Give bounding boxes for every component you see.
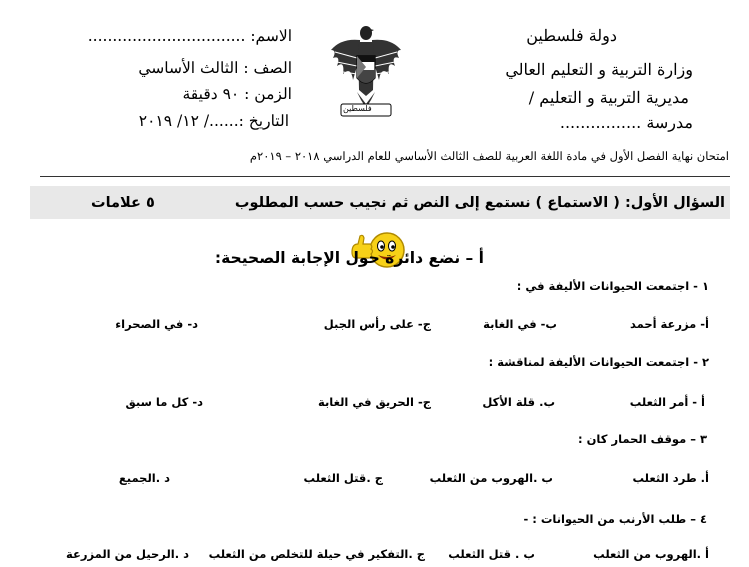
q3-option-b[interactable]: ب .الهروب من الثعلب (429, 471, 553, 485)
q1-option-b[interactable]: ب- في الغابة (483, 317, 557, 331)
question-3: ٣ – موقف الحمار كان : (578, 432, 707, 446)
header-ministry: وزارة التربية و التعليم العالي (505, 60, 693, 79)
section-marks: ٥ علامات (91, 195, 155, 211)
emblem-caption: فلسطين (343, 104, 372, 113)
q4-option-d[interactable]: د .الرحيل من المزرعة (66, 547, 189, 561)
q1-option-d[interactable]: د- في الصحراء (115, 317, 198, 331)
q1-option-a[interactable]: أ- مزرعة أحمد (629, 317, 709, 331)
header-state: دولة فلسطين (526, 26, 617, 45)
section-title: السؤال الأول: ( الاستماع ) نستمع إلى النص ثم نجيب حسب المطلوب (234, 195, 725, 211)
q2-option-b[interactable]: ب. قلة الأكل (482, 395, 555, 409)
q2-option-c[interactable]: ج- الحريق في الغابة (318, 395, 431, 409)
q3-option-d[interactable]: د .الجميع (118, 471, 170, 485)
q3-option-c[interactable]: ج .قتل الثعلب (303, 471, 383, 485)
header-directorate: مديرية التربية و التعليم / (528, 88, 689, 107)
q1-option-c[interactable]: ج- على رأس الجبل (323, 317, 431, 331)
header-time: الزمن : ٩٠ دقيقة (182, 85, 292, 103)
q2-option-a[interactable]: أ - أمر الثعلب (629, 395, 705, 409)
header-name: الاسم: ................................ (87, 27, 292, 45)
header-grade: الصف : الثالث الأساسي (138, 59, 292, 77)
question-2: ٢ - اجتمعت الحيوانات الأليفة لمناقشة : (488, 355, 709, 369)
exam-title: امتحان نهاية الفصل الأول في مادة اللغة العربية للصف الثالث الأساسي للعام الدراسي ٢٠١٨ – ٢٠١٩م (249, 149, 729, 163)
header-date: التاريخ :....../ ١٢/ ٢٠١٩ (138, 112, 289, 130)
q4-option-a[interactable]: أ .الهروب من الثعلب (593, 547, 709, 561)
q2-option-d[interactable]: د- كل ما سبق (125, 395, 203, 409)
q3-option-a[interactable]: أ. طرد الثعلب (632, 471, 709, 485)
question-4: ٤ – طلب الأرنب من الحيوانات : - (523, 512, 707, 526)
question-1: ١ - اجتمعت الحيوانات الأليفة في : (516, 279, 709, 293)
q4-option-b[interactable]: ب . قتل الثعلب (448, 547, 535, 561)
q4-option-c[interactable]: ج .التفكير في حيلة للتخلص من الثعلب (208, 547, 425, 561)
header-divider (40, 176, 730, 177)
header-school: مدرسة ................ (559, 113, 693, 132)
part-a-instruction: أ – نضع دائرة حول الإجابة الصحيحة: (214, 249, 484, 267)
